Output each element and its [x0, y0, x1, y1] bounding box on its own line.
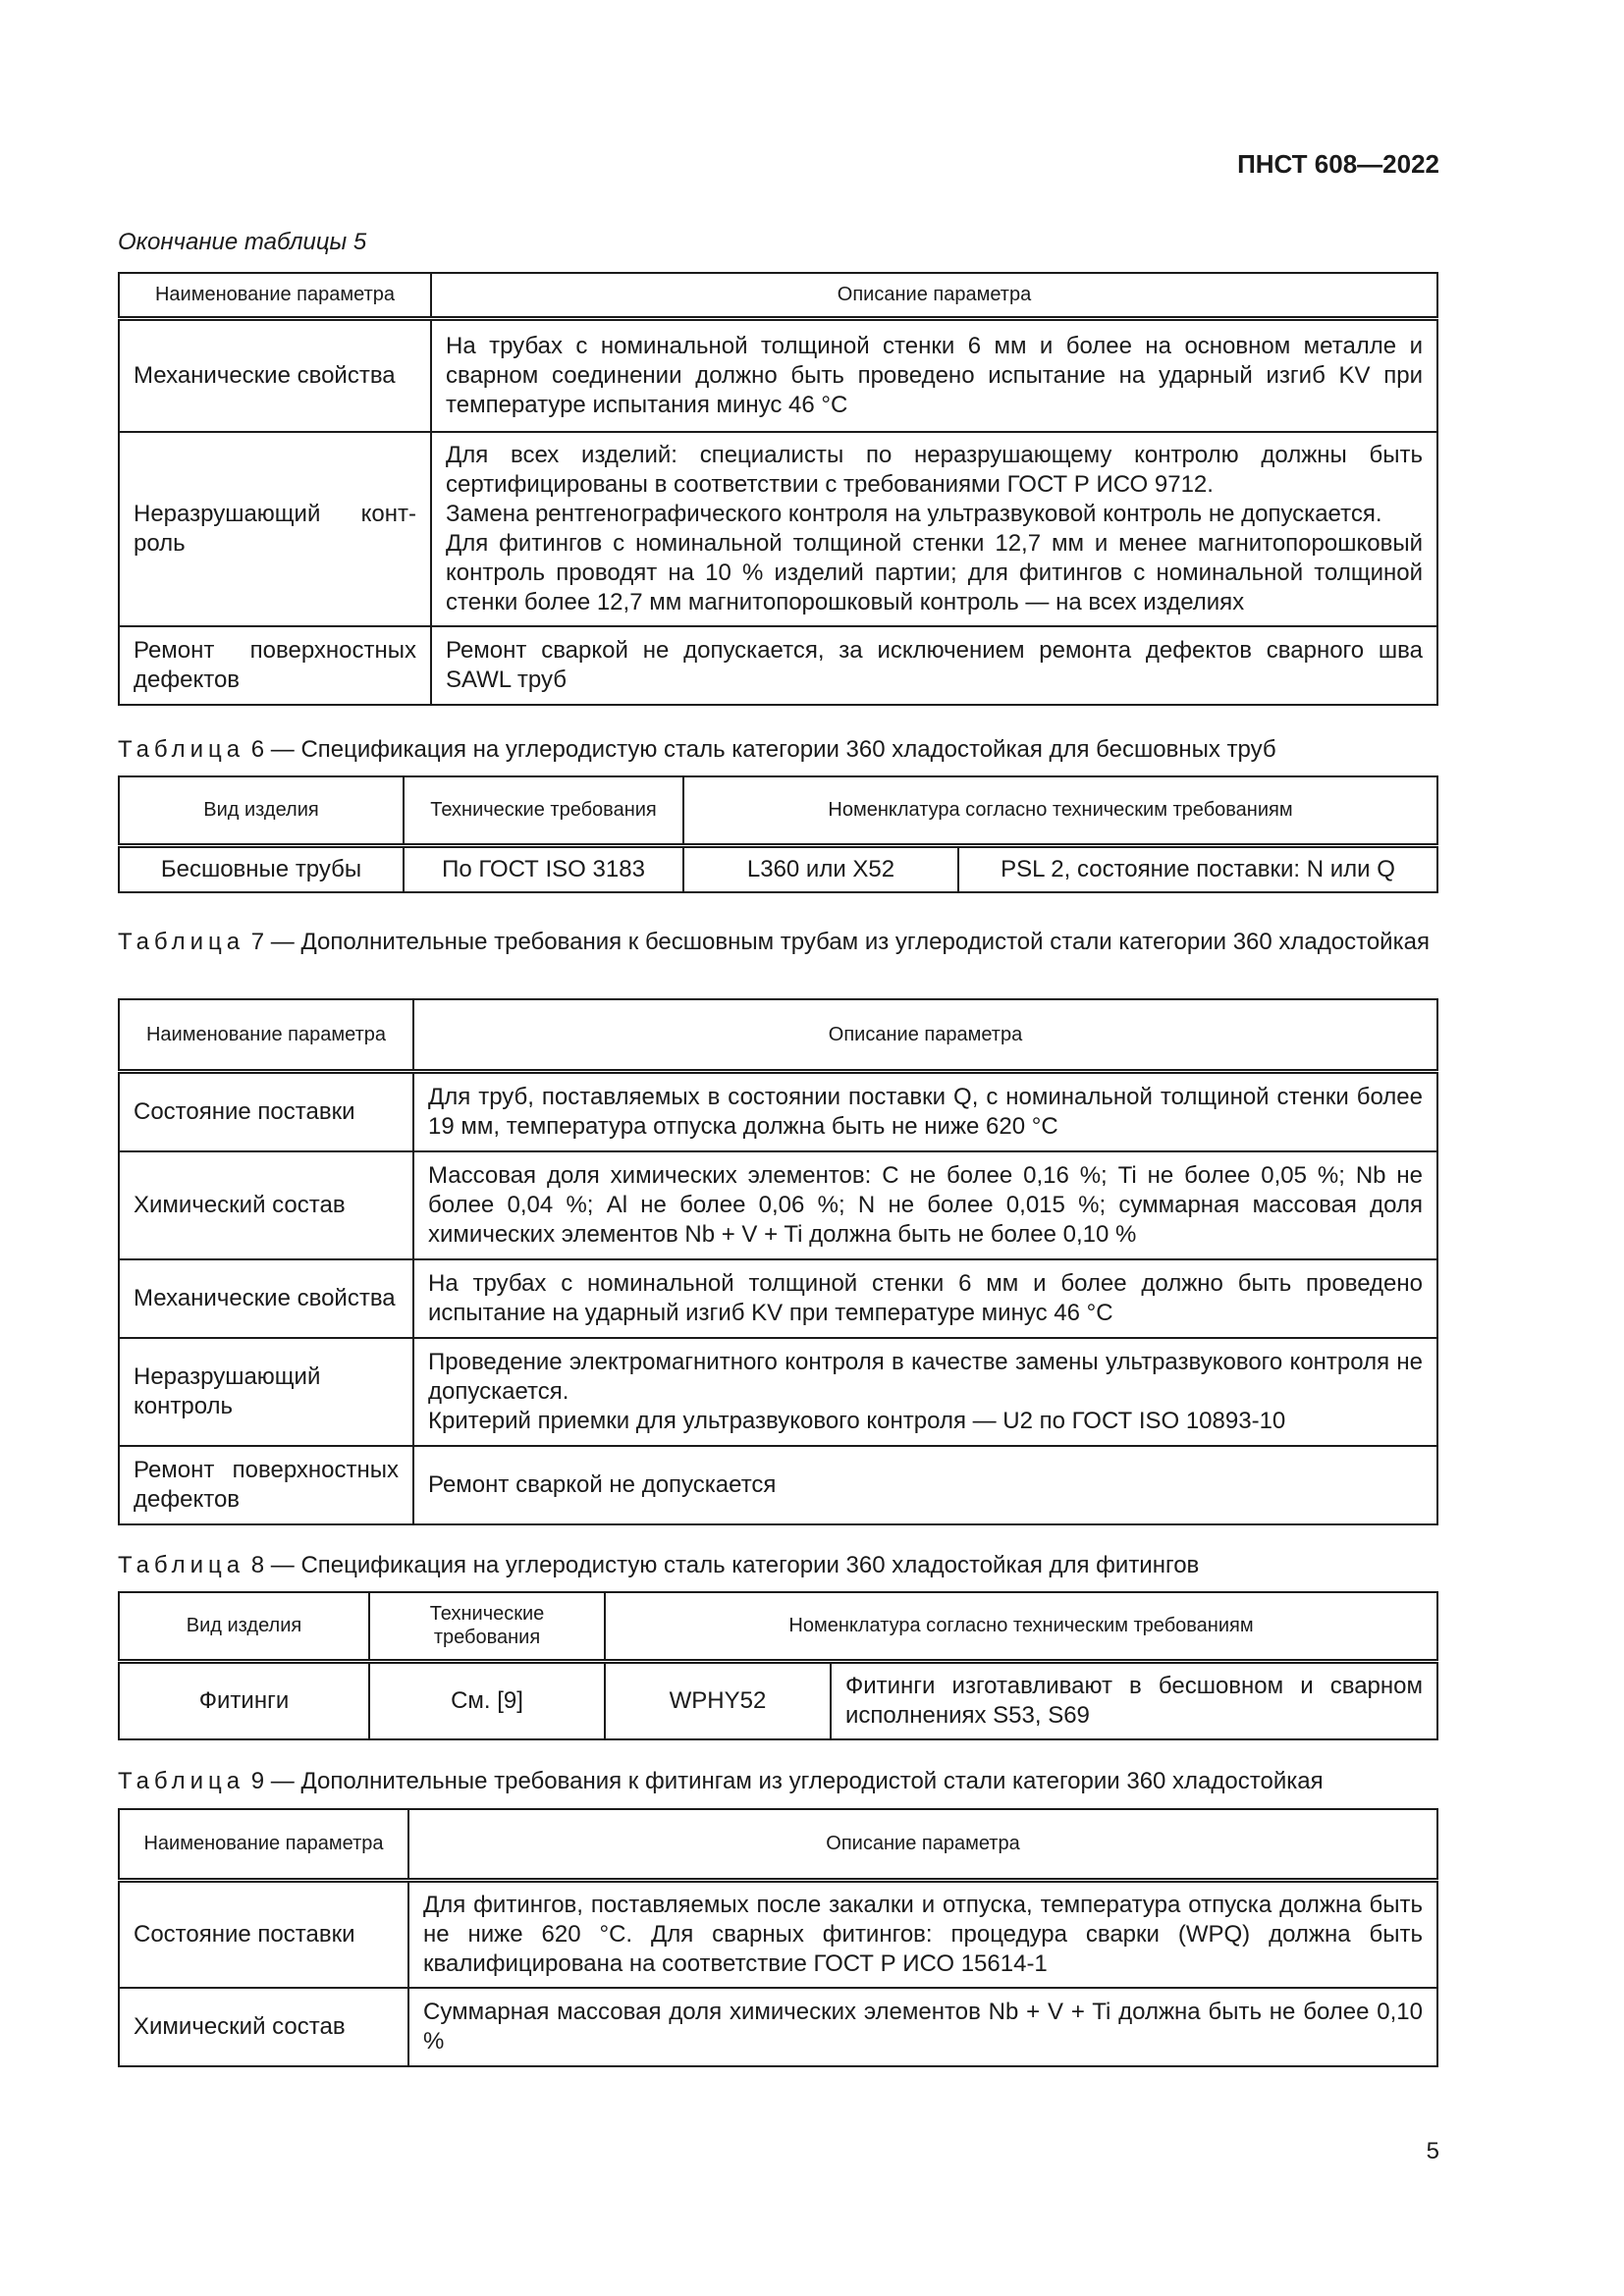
- desc-line: Замена рентгенографического контроля на ультразвуковой контроль не допускается.: [446, 501, 1382, 527]
- table5-end: [118, 272, 1438, 706]
- table9: [118, 1808, 1438, 2067]
- table8-caption: [118, 1551, 1438, 1580]
- desc-line: Для фитингов с номинальной толщиной стенки 12,7 мм и менее магнитопорошковый контроль проводят на 10 % изделий партии; для фитингов с номинальной толщиной стенки более 12,7 мм магнитопорошковый контроль — на всех изделиях: [446, 530, 1423, 615]
- table-row: [119, 1338, 1437, 1446]
- table-row: [119, 1259, 1437, 1338]
- param-desc: Ремонт сваркой не допускается: [413, 1446, 1437, 1524]
- table8: [118, 1591, 1438, 1740]
- document-code: ПНСТ 608—2022: [1237, 149, 1439, 179]
- param-desc: Ремонт сваркой не допускается, за исключением ремонта дефектов сварного шва SAWL труб: [431, 626, 1437, 705]
- table-row: [119, 845, 1437, 892]
- param-desc: [431, 432, 1437, 626]
- caption-text: 6 — Спецификация на углеродистую сталь категории 360 хладостойкая для бесшовных труб: [250, 736, 1276, 763]
- table6-head-nomenclature: Номенклатура согласно техническим требованиям: [683, 776, 1437, 845]
- grade-cell: WPHY52: [605, 1661, 831, 1739]
- table8-head-product: Вид изделия: [119, 1592, 369, 1661]
- param-desc: Массовая доля химических элементов: С не более 0,16 %; Ti не более 0,05 %; Nb не более 0,04 %; Al не более 0,06 %; N не более 0,015 %; суммарная массовая доля химических элементов Nb + V + Ti должна быть не более 0,10 %: [413, 1151, 1437, 1259]
- param-desc: Для труб, поставляемых в состоянии поставки Q, с номинальной толщиной стенки более 19 мм, температура отпуска должна быть не ниже 620 °С: [413, 1071, 1437, 1151]
- table-row: [119, 1661, 1437, 1739]
- caption-text: 8 — Спецификация на углеродистую сталь категории 360 хладостойкая для фитингов: [250, 1552, 1200, 1578]
- param-name: Неразрушающий контроль: [119, 1338, 413, 1446]
- caption-label: Таблица: [118, 929, 245, 955]
- param-name: Механические свойства: [119, 318, 431, 432]
- param-name: Состояние поставки: [119, 1071, 413, 1151]
- table6-head-requirements: Технические требования: [404, 776, 683, 845]
- design-cell: Фитинги изготавливают в бесшовном и сварном исполнениях S53, S69: [831, 1661, 1437, 1739]
- table7-head-name: Наименование параметра: [119, 999, 413, 1071]
- param-desc: На трубах с номинальной толщиной стенки 6 мм и более должно быть проведено испытание на ударный изгиб KV при температуре минус 46 °С: [413, 1259, 1437, 1338]
- table6-head-product: Вид изделия: [119, 776, 404, 845]
- grade-cell: L360 или X52: [683, 845, 958, 892]
- page-number: 5: [1426, 2138, 1439, 2164]
- param-desc: На трубах с номинальной толщиной стенки 6 мм и более на основном металле и сварном соединении должно быть проведено испытание на ударный изгиб KV при температуре испытания минус 46 °С: [431, 318, 1437, 432]
- caption-label: Таблица: [118, 1768, 245, 1794]
- param-name: Ремонт поверхностных дефектов: [119, 626, 431, 705]
- param-name: Неразрушающий контроль: [119, 432, 431, 626]
- param-desc: [413, 1338, 1437, 1446]
- table8-head-requirements: Технические требования: [369, 1592, 605, 1661]
- table7-caption: [118, 928, 1438, 957]
- table-row: [119, 432, 1437, 626]
- table5-head-desc: Описание параметра: [431, 273, 1437, 318]
- table7: [118, 998, 1438, 1525]
- desc-line: Для всех изделий: специалисты по неразрушающему контролю должны быть сертифицированы в соответствии с требованиями ГОСТ Р ИСО 9712.: [446, 442, 1423, 498]
- table5-caption: Окончание таблицы 5: [118, 229, 367, 255]
- param-name: Ремонт поверхностных дефектов: [119, 1446, 413, 1524]
- desc-line: Проведение электромагнитного контроля в качестве замены ультразвукового контроля не допускается.: [428, 1349, 1423, 1405]
- requirements-cell: По ГОСТ ISO 3183: [404, 845, 683, 892]
- desc-line: Критерий приемки для ультразвукового контроля — U2 по ГОСТ ISO 10893-10: [428, 1408, 1286, 1434]
- table7-head-desc: Описание параметра: [413, 999, 1437, 1071]
- caption-text: 9 — Дополнительные требования к фитингам из углеродистой стали категории 360 хладостойкая: [250, 1768, 1324, 1794]
- table8-head-nomenclature: Номенклатура согласно техническим требованиям: [605, 1592, 1437, 1661]
- product-cell: Фитинги: [119, 1661, 369, 1739]
- product-cell: Бесшовные трубы: [119, 845, 404, 892]
- param-name: Состояние поставки: [119, 1880, 408, 1988]
- table-row: [119, 1446, 1437, 1524]
- param-desc: Для фитингов, поставляемых после закалки и отпуска, температура отпуска должна быть не ниже 620 °С. Для сварных фитингов: процедура сварки (WPQ) должна быть квалифицирована на соответствие ГОСТ Р ИСО 15614-1: [408, 1880, 1437, 1988]
- caption-label: Таблица: [118, 1552, 245, 1578]
- param-name: Химический состав: [119, 1151, 413, 1259]
- table-row: [119, 1880, 1437, 1988]
- table5-head-name: Наименование параметра: [119, 273, 431, 318]
- table-row: [119, 1151, 1437, 1259]
- table-row: [119, 626, 1437, 705]
- caption-text: 7 — Дополнительные требования к бесшовным трубам из углеродистой стали категории 360 хладостойкая: [250, 929, 1430, 955]
- table6: [118, 775, 1438, 893]
- param-name: Механические свойства: [119, 1259, 413, 1338]
- table9-caption: [118, 1767, 1438, 1796]
- param-name: Химический состав: [119, 1988, 408, 2066]
- table-row: [119, 1988, 1437, 2066]
- table9-head-name: Наименование параметра: [119, 1809, 408, 1880]
- delivery-cell: PSL 2, состояние поставки: N или Q: [958, 845, 1437, 892]
- caption-label: Таблица: [118, 736, 245, 763]
- table9-head-desc: Описание параметра: [408, 1809, 1437, 1880]
- param-desc: Суммарная массовая доля химических элементов Nb + V + Ti должна быть не более 0,10 %: [408, 1988, 1437, 2066]
- table-row: [119, 318, 1437, 432]
- table6-caption: [118, 735, 1438, 765]
- requirements-cell: См. [9]: [369, 1661, 605, 1739]
- table-row: [119, 1071, 1437, 1151]
